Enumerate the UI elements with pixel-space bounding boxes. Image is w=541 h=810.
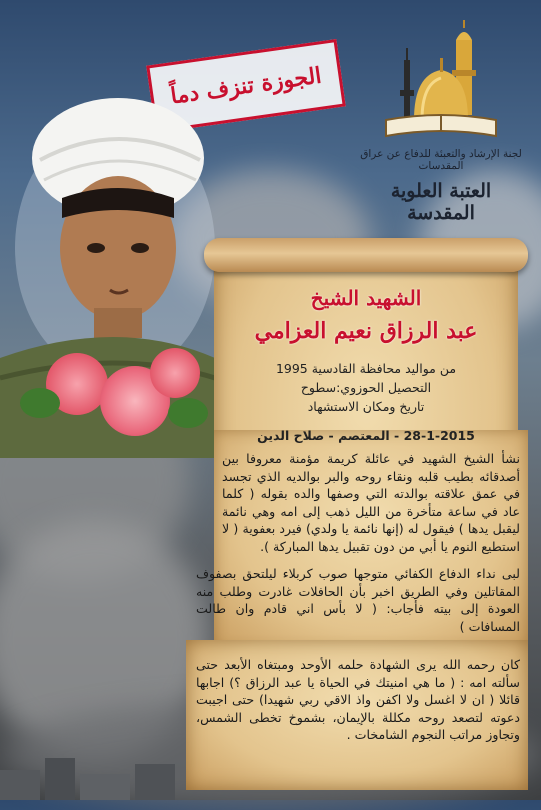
rose-icon	[150, 348, 200, 398]
martyrdom-label: تاريخ ومكان الاستشهاد	[307, 399, 425, 414]
martyr-name: عبد الرزاق نعيم العزامي	[254, 318, 478, 344]
stamp-text: الجوزة تنزف دماً	[169, 62, 323, 110]
open-book-icon	[386, 115, 496, 136]
holy-shrine-logo	[356, 20, 526, 224]
birth-info: من مواليد محافظة القادسية 1995	[275, 361, 457, 376]
martyr-title: الشهيد الشيخ	[310, 286, 422, 310]
martyr-portrait	[0, 98, 215, 458]
logo-committee-text: لجنة الإرشاد والتعبئة للدفاع عن عراق المقدسات	[360, 148, 522, 172]
biography-paragraph-3: كان رحمه الله يرى الشهادة حلمه الأوحد ومبتغاه الأبعد حتى سألته امه : ( ما هي امنيتك في الحياة يا عبد الرزاق ؟) اجابها قائلا ( ان لا اغسل ولا اكفن واذ الاقي ربي شهيدا) حتى اجيبت دعوته لتصعد روحه مكللة بالإيمان، بشموخ تخطى الشمس، وتجاوز مراتب النجوم الشامخات .	[196, 657, 520, 742]
leaf-icon	[168, 398, 208, 428]
logo-shrine-name: العتبة العلوية المقدسة	[390, 180, 492, 224]
leaf-icon	[20, 388, 60, 418]
martyrdom-date-place: 28-1-2015 - المعتصم - صلاح الدين	[257, 428, 475, 443]
biography-paragraph-1: نشأ الشيخ الشهيد في عائلة كريمة مؤمنة معروفا بين أصدقائه بطيب قلبه ونقاء روحه والبر بوالديه الذي تجسد في عمق علاقته بوالدته التي وصفها والده بقوله ( كلما عاد في ساعة متأخرة من الليل ذهب إلى امه وهي نائمة ليقبل يدها ) فيقول له (إنها نائمة يا ولدي) فيرد بعفوية ( لا استطيع النوم يا أبي من دون تقبيل يدها المباركة ).	[222, 451, 520, 554]
scroll-roll-top	[204, 238, 528, 272]
biography-paragraph-2: لبى نداء الدفاع الكفائي متوجها صوب كربلاء ليلتحق بصفوف المقاتلين وفي الطريق اخبر بأن الحافلات غادرت وطلب منه العودة إلى بيته فأجاب: ( لا بأس اني قادم وان طالت المسافات )	[196, 566, 520, 634]
rifle-icon	[400, 48, 414, 120]
study-info: التحصيل الحوزوي:سطوح	[300, 380, 432, 395]
